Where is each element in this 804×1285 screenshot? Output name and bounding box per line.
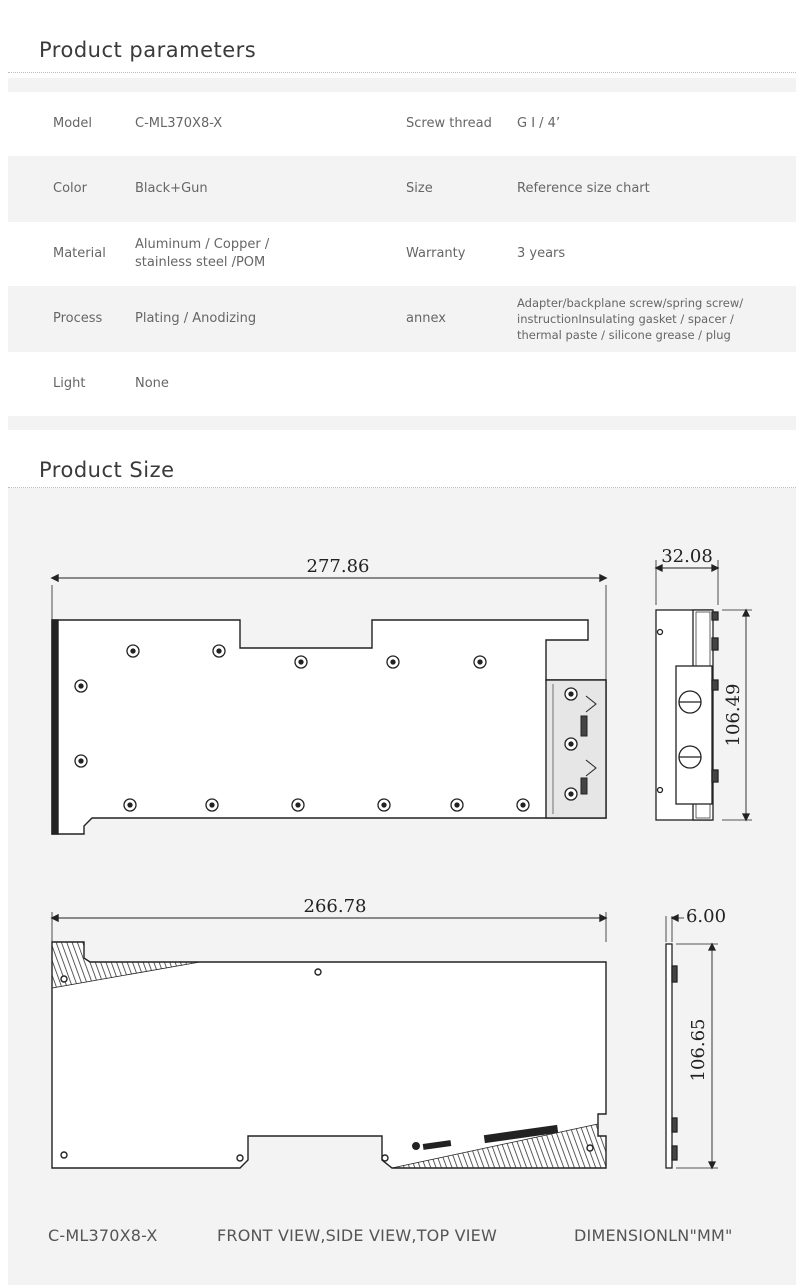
param-label: Light xyxy=(53,376,86,391)
caption-unit: DIMENSIONLN"MM" xyxy=(574,1226,733,1245)
back-width-label: 266.78 xyxy=(303,896,367,917)
param-value: Plating / Anodizing xyxy=(135,311,257,326)
param-value: Reference size chart xyxy=(517,181,650,196)
param-label: Material xyxy=(53,246,106,261)
parameters-title: Product parameters xyxy=(39,38,257,62)
param-value: Aluminum / Copper / stainless steel /POM xyxy=(135,237,270,270)
param-label: Size xyxy=(406,181,433,196)
back-side-width-label: 6.00 xyxy=(685,906,727,927)
param-label: Process xyxy=(53,311,103,326)
param-label: annex xyxy=(406,311,446,326)
back-side-height-label: 106.65 xyxy=(688,1018,709,1082)
caption-views: FRONT VIEW,SIDE VIEW,TOP VIEW xyxy=(217,1226,497,1245)
param-label: Warranty xyxy=(406,246,466,261)
side-width-label: 32.08 xyxy=(661,546,713,567)
param-value: Black+Gun xyxy=(135,181,208,196)
param-value: 3 years xyxy=(517,246,566,261)
param-value: C-ML370X8-X xyxy=(135,116,223,131)
param-label: Screw thread xyxy=(406,116,492,131)
front-width-label: 277.86 xyxy=(306,556,370,577)
param-value: G I / 4’ xyxy=(517,116,561,131)
front-view xyxy=(52,575,606,834)
param-value: None xyxy=(135,376,169,391)
caption-model: C-ML370X8-X xyxy=(48,1226,158,1245)
param-label: Model xyxy=(53,116,93,131)
size-title: Product Size xyxy=(39,458,175,482)
param-label: Color xyxy=(53,181,87,196)
back-view xyxy=(52,912,606,1168)
param-value: Adapter/backplane screw/spring screw/ instructionInsulating gasket / spacer / thermal paste / silicone grease / plug xyxy=(517,296,744,342)
side-height-label: 106.49 xyxy=(723,683,744,747)
